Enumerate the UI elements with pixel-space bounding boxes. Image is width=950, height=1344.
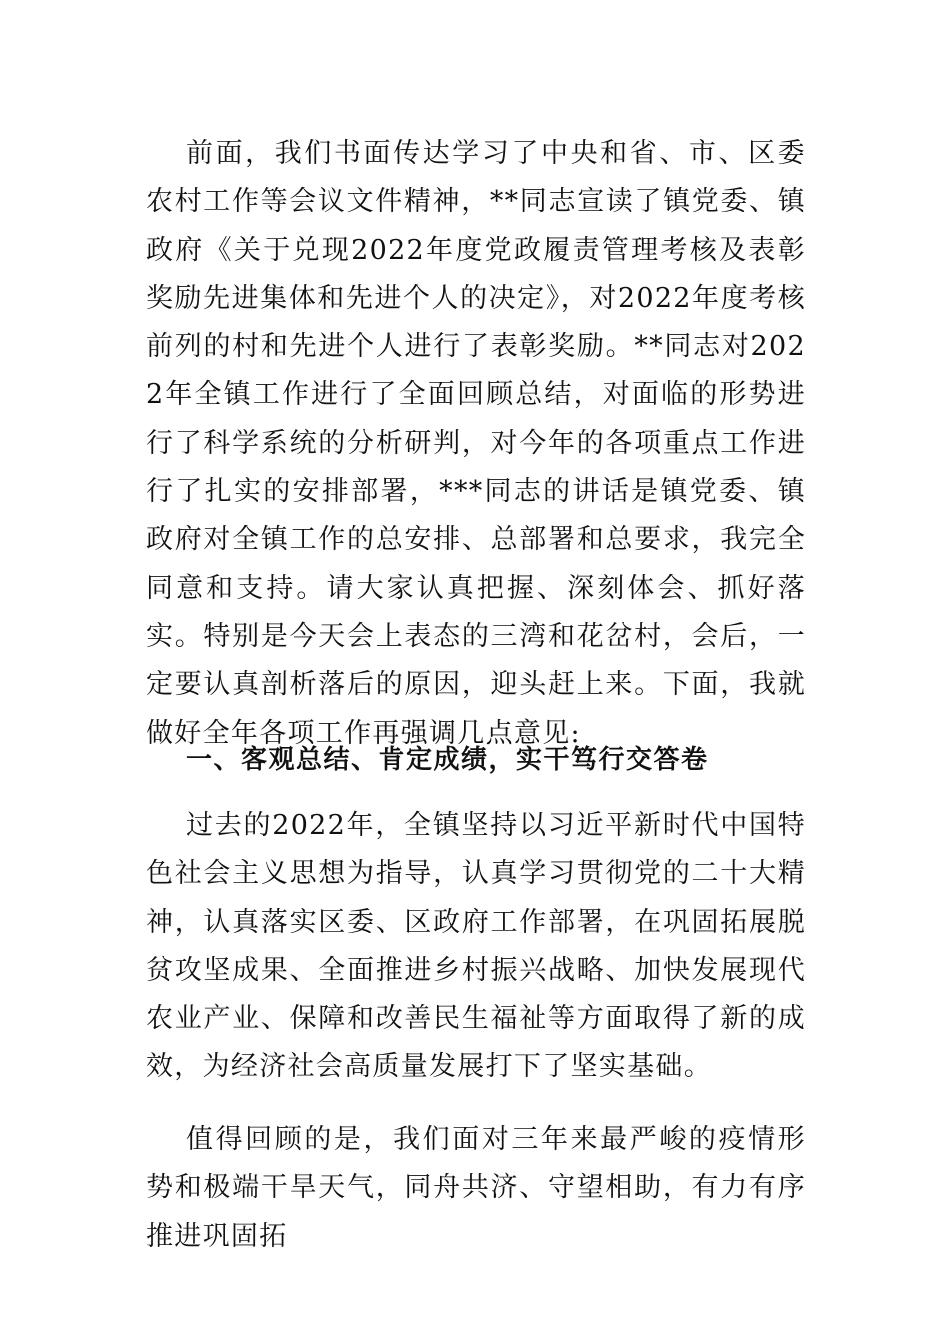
intro-paragraph: 前面，我们书面传达学习了中央和省、市、区委农村工作等会议文件精神，**同志宣读了镇党委、镇政府《关于兑现2022年度党政履责管理考核及表彰奖励先进集体和先进个人的决定》，对2022年度考核前列的村和先进个人进行了表彰奖励。**同志对2022年全镇工作进行了全面回顾总结，对面临的形势进行了科学系统的分析研判，对今年的各项重点工作进行了扎实的安排部署，***同志的讲话是镇党委、镇政府对全镇工作的总安排、总部署和总要求，我完全同意和支持。请大家认真把握、深刻体会、抓好落实。特别是今天会上表态的三湾和花岔村，会后，一定要认真剖析落后的原因，迎头赶上来。下面，我就做好全年各项工作再强调几点意见:: [146, 138, 806, 749]
retrospect-paragraph: 值得回顾的是，我们面对三年来最严峻的疫情形势和极端干旱天气，同舟共济、守望相助，有力有序推进巩固拓: [146, 1124, 806, 1252]
review-paragraph: 过去的2022年，全镇坚持以习近平新时代中国特色社会主义思想为指导，认真学习贯彻党的二十大精神，认真落实区委、区政府工作部署，在巩固拓展脱贫攻坚成果、全面推进乡村振兴战略、加快发展现代农业产业、保障和改善民生福祉等方面取得了新的成效，为经济社会高质量发展打下了坚实基础。: [146, 810, 806, 1083]
section-heading: 一、客观总结、肯定成绩，实干笃行交答卷: [186, 745, 709, 775]
